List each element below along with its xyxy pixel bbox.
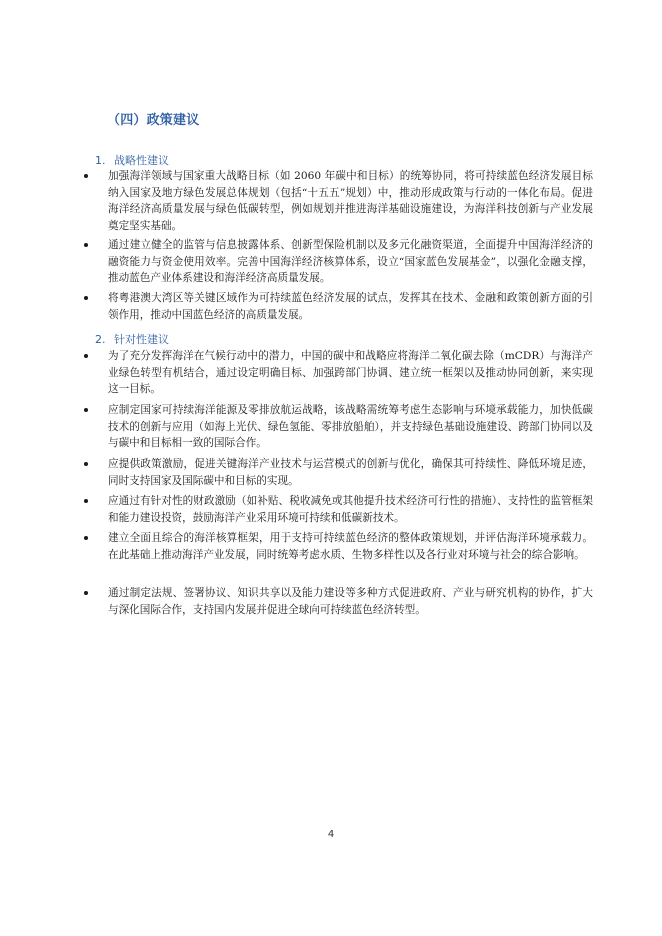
section-title: （四）政策建议	[107, 113, 200, 128]
subsection-number: 2.	[95, 333, 106, 346]
bullet-text: 应通过有针对性的财政激励（如补贴、税收减免或其他提升技术经济可行性的措施）、支持性的监管框架和能力建设投资，鼓励海洋产业采用环境可持续和低碳新技术。	[108, 495, 593, 524]
bullet-text: 为了充分发挥海洋在气候行动中的潜力，中国的碳中和战略应将海洋二氧化碳去除（mCDR）与海洋产业绿色转型有机结合，通过设定明确目标、加强跨部门协调、建立统一框架以及推动协同创新，来实现这一目标。	[108, 350, 593, 396]
subsection-heading-strategic	[95, 152, 169, 168]
bullet-icon	[84, 296, 88, 300]
bullet-text: 应制定国家可持续海洋能源及零排放航运战略，该战略需统筹考虑生态影响与环境承载能力，加快低碳技术的创新与应用（如海上光伏、绿色氢能、零排放船舶），并支持绿色基础设施建设、跨部门协同以及与碳中和目标相一致的国际合作。	[108, 404, 593, 450]
bullet-icon	[84, 243, 88, 247]
subsection-number: 1.	[95, 154, 106, 167]
bullet-text: 将粤港澳大湾区等关键区域作为可持续蓝色经济发展的试点，发挥其在技术、金融和政策创新方面的引领作用，推动中国蓝色经济的高质量发展。	[108, 292, 593, 321]
bullet-icon	[84, 591, 88, 595]
page-number: 4	[327, 829, 335, 840]
bullet-icon	[84, 354, 88, 358]
bullet-icon	[84, 536, 88, 540]
bullet-text: 加强海洋领域与国家重大战略目标（如 2060 年碳中和目标）的统筹协同，将可持续蓝色经济发展目标纳入国家及地方绿色发展总体规划（包括“十五五”规划）中，推动形成政策与行动的一体化布局。促进海洋经济高质量发展与绿色低碳转型，例如规划并推进海洋基础设施建设，为海洋科技创新与产业发展奠定坚实基础。	[108, 170, 593, 232]
bullet-text: 应提供政策激励，促进关键海洋产业技术与运营模式的创新与优化，确保其可持续性、降低环境足迹，同时支持国家及国际碳中和目标的实现。	[108, 458, 593, 487]
bullet-icon	[84, 174, 88, 178]
bullet-text: 通过建立健全的监管与信息披露体系、创新型保险机制以及多元化融资渠道，全面提升中国海洋经济的融资能力与资金使用效率。完善中国海洋经济核算体系，设立“国家蓝色发展基金”，以强化金融支撑，推动蓝色产业体系建设和海洋经济高质量发展。	[108, 239, 593, 285]
subsection-title: 针对性建议	[114, 333, 169, 346]
bullet-text: 建立全面且综合的海洋核算框架，用于支持可持续蓝色经济的整体政策规划，并评估海洋环境承载力。在此基础上推动海洋产业发展，同时统筹考虑水质、生物多样性以及各行业对环境与社会的综合影响。	[108, 532, 593, 561]
subsection-heading-targeted	[95, 331, 169, 347]
subsection-title: 战略性建议	[114, 154, 169, 167]
bullet-text: 通过制定法规、签署协议、知识共享以及能力建设等多种方式促进政府、产业与研究机构的协作，扩大与深化国际合作，支持国内发展并促进全球向可持续蓝色经济转型。	[108, 587, 593, 616]
bullet-icon	[84, 462, 88, 466]
bullet-icon	[84, 499, 88, 503]
bullet-icon	[84, 408, 88, 412]
